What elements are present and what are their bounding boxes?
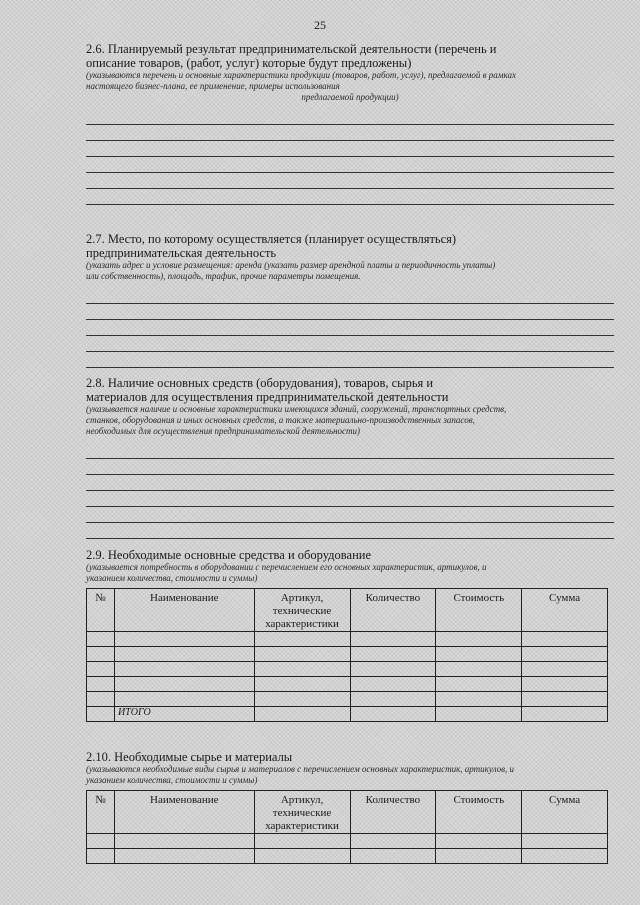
table-row: [87, 834, 608, 849]
section-2-6-note-3: предлагаемой продукции): [301, 92, 399, 102]
blank-line[interactable]: [86, 189, 614, 205]
blank-line[interactable]: [86, 141, 614, 157]
blank-line[interactable]: [86, 173, 614, 189]
section-2-6-blank-lines: [86, 109, 614, 205]
section-2-9: [86, 548, 614, 722]
section-2-8-blank-lines: [86, 443, 614, 539]
column-header-quantity: Количество: [350, 791, 436, 834]
table-row: [87, 647, 608, 662]
blank-line[interactable]: [86, 352, 614, 368]
total-label: ИТОГО: [114, 707, 254, 722]
blank-line[interactable]: [86, 443, 614, 459]
column-header-number: №: [87, 791, 115, 834]
equipment-table: [86, 588, 608, 722]
section-2-9-note-2: указанием количества, стоимости и суммы): [86, 573, 258, 583]
section-2-8-heading-2: материалов для осуществления предпринимательской деятельности: [86, 390, 449, 404]
column-header-name: Наименование: [114, 791, 254, 834]
table-row: [87, 632, 608, 647]
column-header-name: Наименование: [114, 589, 254, 632]
section-2-9-note-1: (указывается потребность в оборудовании с перечислением его основных характеристик, артикулов, и: [86, 562, 487, 572]
section-2-10-note-1: (указываются необходимые виды сырья и материалов с перечислением основных характеристик, артикулов, и: [86, 764, 515, 774]
section-2-7-heading-1: 2.7. Место, по которому осуществляется (планирует осуществляться): [86, 232, 457, 246]
section-2-6: [86, 42, 614, 205]
total-row: [87, 707, 608, 722]
section-2-6-heading-1: 2.6. Планируемый результат предпринимательской деятельности (перечень и: [86, 42, 497, 56]
section-2-7: [86, 232, 614, 368]
column-header-sum: Сумма: [522, 791, 608, 834]
table-header-row: [87, 791, 608, 834]
section-2-10: [86, 750, 614, 864]
table-row: [87, 692, 608, 707]
section-2-7-note-1: (указать адрес и условие размещения: аренда (указать размер арендной платы и периодичность уплаты): [86, 260, 496, 270]
blank-line[interactable]: [86, 491, 614, 507]
section-2-7-blank-lines: [86, 288, 614, 368]
section-2-10-heading: 2.10. Необходимые сырье и материалы: [86, 750, 293, 764]
table-header-row: [87, 589, 608, 632]
blank-line[interactable]: [86, 157, 614, 173]
blank-line[interactable]: [86, 109, 614, 125]
blank-line[interactable]: [86, 288, 614, 304]
section-2-6-note-1: (указываются перечень и основные характеристики продукции (товаров, работ, услуг), предлагаемой в рамках: [86, 70, 516, 80]
section-2-8-heading-1: 2.8. Наличие основных средств (оборудования), товаров, сырья и: [86, 376, 434, 390]
blank-line[interactable]: [86, 125, 614, 141]
section-2-8-note-3: необходимых для осуществления предпринимательской деятельности): [86, 426, 361, 436]
blank-line[interactable]: [86, 507, 614, 523]
column-header-cost: Стоимость: [436, 791, 522, 834]
blank-line[interactable]: [86, 459, 614, 475]
blank-line[interactable]: [86, 320, 614, 336]
blank-line[interactable]: [86, 336, 614, 352]
blank-line[interactable]: [86, 523, 614, 539]
section-2-8-note-1: (указывается наличие и основные характеристики имеющихся зданий, сооружений, транспортных средств,: [86, 404, 507, 414]
table-row: [87, 677, 608, 692]
materials-table: [86, 790, 608, 864]
column-header-number: №: [87, 589, 115, 632]
table-row: [87, 662, 608, 677]
column-header-sum: Сумма: [522, 589, 608, 632]
blank-line[interactable]: [86, 475, 614, 491]
section-2-6-note-2: настоящего бизнес-плана, ее применение, примеры использования: [86, 81, 340, 91]
section-2-8: [86, 376, 614, 539]
section-2-9-heading: 2.9. Необходимые основные средства и оборудование: [86, 548, 371, 562]
page-number: 25: [314, 18, 326, 32]
section-2-7-heading-2: предпринимательская деятельность: [86, 246, 277, 260]
section-2-10-note-2: указанием количества, стоимости и суммы): [86, 775, 258, 785]
section-2-8-note-2: станков, оборудования и иных основных средств, а также материально-производственных запасов,: [86, 415, 475, 425]
blank-line[interactable]: [86, 304, 614, 320]
column-header-article: Артикул, технические характеристики: [254, 791, 350, 834]
section-2-7-note-2: или собственность), площадь, трафик, прочие параметры помещения.: [86, 271, 361, 281]
table-row: [87, 849, 608, 864]
column-header-article: Артикул, технические характеристики: [254, 589, 350, 632]
section-2-6-heading-2: описание товаров, (работ, услуг) которые будут предложены): [86, 56, 412, 70]
column-header-quantity: Количество: [350, 589, 436, 632]
column-header-cost: Стоимость: [436, 589, 522, 632]
